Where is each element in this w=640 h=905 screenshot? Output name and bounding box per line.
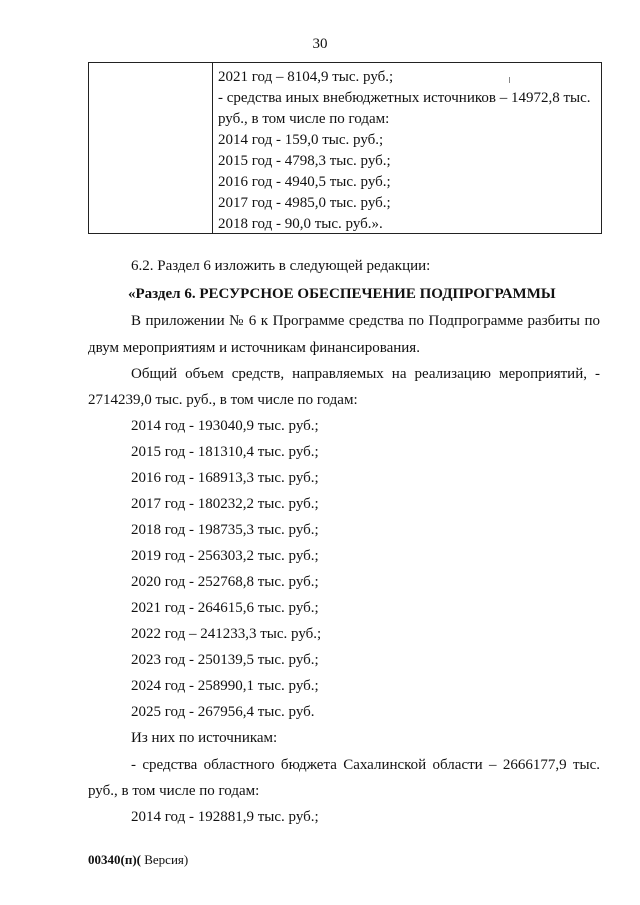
year-amount-line: 2020 год - 252768,8 тыс. руб.; — [131, 574, 319, 590]
year-amount-line: 2021 год - 264615,6 тыс. руб.; — [131, 600, 319, 616]
table-line: 2021 год – 8104,9 тыс. руб.; — [218, 69, 394, 85]
paragraph-line: двум мероприятиям и источникам финансирования. — [88, 340, 420, 356]
year-amount-line: 2019 год - 256303,2 тыс. руб.; — [131, 548, 319, 564]
document-code: 00340(п)( — [88, 852, 141, 867]
year-amount-line: 2018 год - 198735,3 тыс. руб.; — [131, 522, 319, 538]
paragraph-line: 2714239,0 тыс. руб., в том числе по годам: — [88, 392, 358, 408]
year-amount-line: 2023 год - 250139,5 тыс. руб.; — [131, 652, 319, 668]
year-amount-line: 2015 год - 181310,4 тыс. руб.; — [131, 444, 319, 460]
section-heading: «Раздел 6. РЕСУРСНОЕ ОБЕСПЕЧЕНИЕ ПОДПРОГРАММЫ — [128, 286, 556, 302]
sources-label: Из них по источникам: — [131, 730, 278, 746]
document-version: Версия) — [140, 852, 189, 867]
table-line: 2014 год - 159,0 тыс. руб.; — [218, 132, 384, 148]
year-amount-line: 2016 год - 168913,3 тыс. руб.; — [131, 470, 319, 486]
regional-budget-line: руб., в том числе по годам: — [88, 783, 260, 799]
table-line: 2016 год - 4940,5 тыс. руб.; — [218, 174, 391, 190]
year-amount-line: 2024 год - 258990,1 тыс. руб.; — [131, 678, 319, 694]
paragraph-line: Общий объем средств, направляемых на реализацию мероприятий, - — [131, 366, 600, 382]
regional-budget-line: - средства областного бюджета Сахалинской области – 2666177,9 тыс. — [131, 757, 600, 773]
amendment-intro: 6.2. Раздел 6 изложить в следующей редакции: — [131, 258, 431, 274]
page-number: 30 — [312, 36, 328, 52]
year-amount-line: 2017 год - 180232,2 тыс. руб.; — [131, 496, 319, 512]
funding-table-fragment — [88, 62, 602, 234]
year-amount-line: 2014 год - 192881,9 тыс. руб.; — [131, 809, 319, 825]
table-left-cell — [89, 63, 213, 233]
year-amount-line: 2014 год - 193040,9 тыс. руб.; — [131, 418, 319, 434]
table-line: 2015 год - 4798,3 тыс. руб.; — [218, 153, 391, 169]
table-line: руб., в том числе по годам: — [218, 111, 390, 127]
paragraph-line: В приложении № 6 к Программе средства по Подпрограмме разбиты по — [131, 313, 600, 329]
table-line: 2018 год - 90,0 тыс. руб.». — [218, 216, 383, 232]
table-line: 2017 год - 4985,0 тыс. руб.; — [218, 195, 391, 211]
table-right-cell — [218, 67, 597, 235]
document-footer — [88, 852, 188, 868]
year-amount-line: 2022 год – 241233,3 тыс. руб.; — [131, 626, 322, 642]
table-line: - средства иных внебюджетных источников – 14972,8 тыс. — [218, 90, 591, 106]
year-amount-line: 2025 год - 267956,4 тыс. руб. — [131, 704, 315, 720]
